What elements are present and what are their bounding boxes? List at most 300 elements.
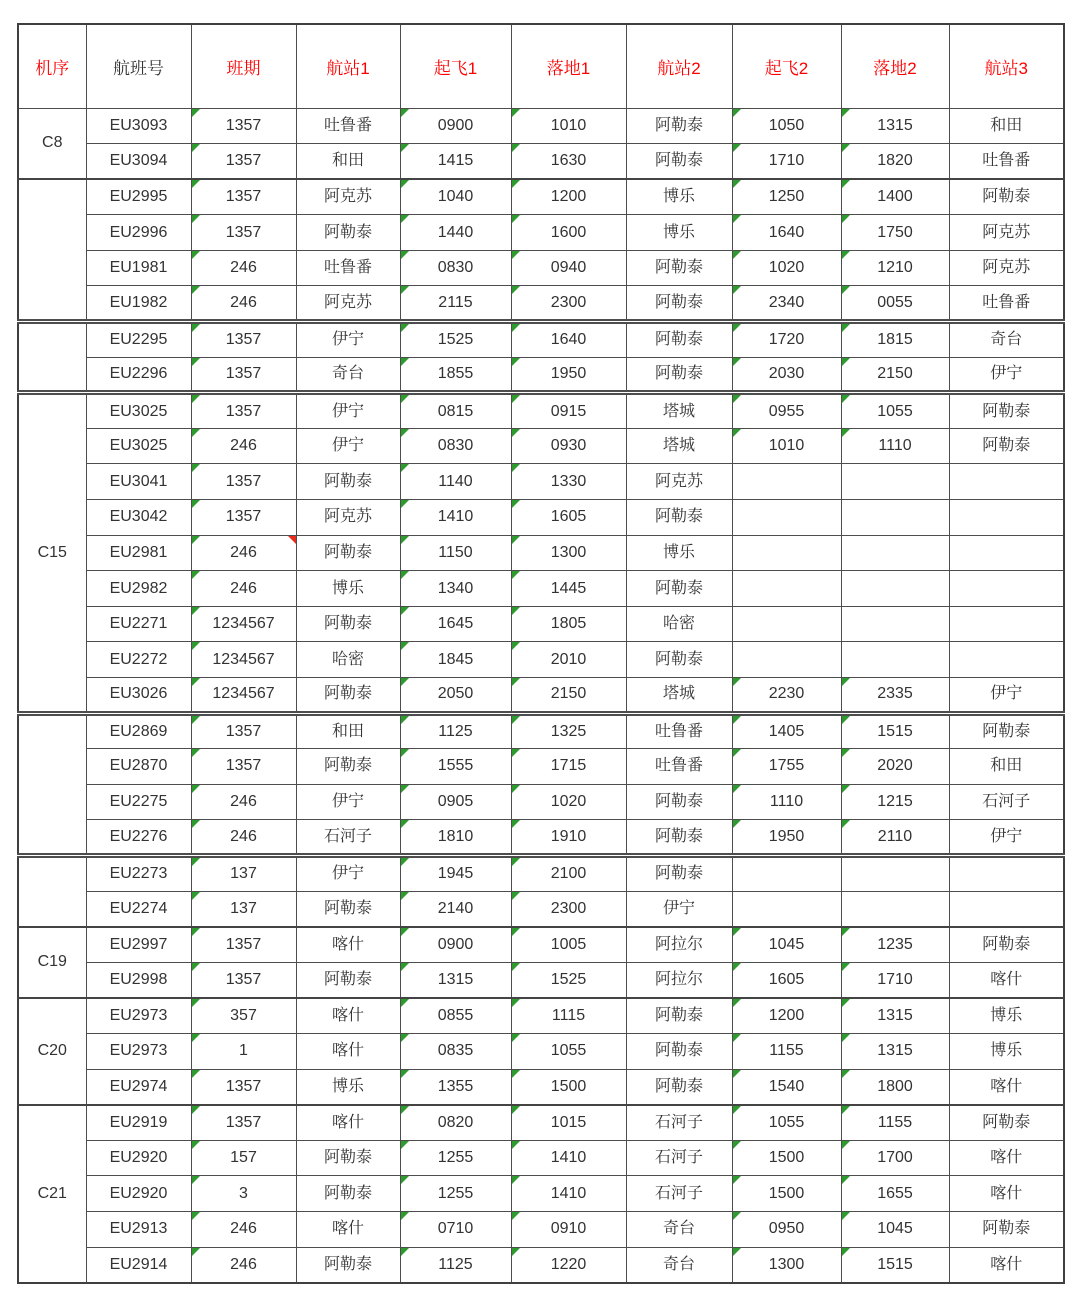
cell-station2[interactable] bbox=[626, 393, 732, 429]
cell-station2[interactable] bbox=[626, 820, 732, 856]
cell-days[interactable] bbox=[191, 322, 296, 358]
cell-dep2[interactable] bbox=[732, 927, 841, 963]
cell-station3[interactable] bbox=[949, 784, 1064, 820]
cell-arr1[interactable] bbox=[511, 998, 626, 1034]
cell-dep1[interactable] bbox=[400, 428, 511, 464]
cell-arr1[interactable] bbox=[511, 1247, 626, 1283]
cell-dep2[interactable] bbox=[732, 891, 841, 927]
cell-dep2[interactable] bbox=[732, 678, 841, 714]
cell-days[interactable] bbox=[191, 855, 296, 891]
cell-flight[interactable] bbox=[86, 784, 191, 820]
cell-flight[interactable] bbox=[86, 250, 191, 286]
cell-station1[interactable] bbox=[296, 215, 400, 251]
cell-flight[interactable] bbox=[86, 357, 191, 393]
cell-dep1[interactable] bbox=[400, 322, 511, 358]
cell-arr2[interactable] bbox=[841, 393, 949, 429]
cell-station3[interactable] bbox=[949, 286, 1064, 322]
cell-flight[interactable] bbox=[86, 1033, 191, 1069]
cell-dep1[interactable] bbox=[400, 606, 511, 642]
cell-dep1[interactable] bbox=[400, 749, 511, 785]
cell-station2[interactable] bbox=[626, 286, 732, 322]
cell-flight[interactable] bbox=[86, 428, 191, 464]
cell-flight[interactable] bbox=[86, 927, 191, 963]
cell-arr1[interactable] bbox=[511, 322, 626, 358]
cell-flight[interactable] bbox=[86, 606, 191, 642]
cell-flight[interactable] bbox=[86, 108, 191, 144]
cell-arr2[interactable] bbox=[841, 179, 949, 215]
cell-dep2[interactable] bbox=[732, 357, 841, 393]
cell-flight[interactable] bbox=[86, 179, 191, 215]
cell-days[interactable] bbox=[191, 571, 296, 607]
cell-arr2[interactable] bbox=[841, 1176, 949, 1212]
aircraft-sequence-cell[interactable] bbox=[18, 927, 86, 998]
cell-flight[interactable] bbox=[86, 393, 191, 429]
cell-arr1[interactable] bbox=[511, 393, 626, 429]
cell-dep2[interactable] bbox=[732, 215, 841, 251]
cell-arr2[interactable] bbox=[841, 998, 949, 1034]
cell-flight[interactable] bbox=[86, 1105, 191, 1141]
cell-dep1[interactable] bbox=[400, 927, 511, 963]
cell-station3[interactable] bbox=[949, 1105, 1064, 1141]
cell-arr2[interactable] bbox=[841, 713, 949, 749]
cell-arr2[interactable] bbox=[841, 1033, 949, 1069]
cell-dep1[interactable] bbox=[400, 962, 511, 998]
cell-station1[interactable] bbox=[296, 962, 400, 998]
cell-station3[interactable] bbox=[949, 998, 1064, 1034]
cell-station1[interactable] bbox=[296, 927, 400, 963]
cell-arr1[interactable] bbox=[511, 713, 626, 749]
cell-flight[interactable] bbox=[86, 891, 191, 927]
aircraft-sequence-cell[interactable] bbox=[18, 855, 86, 926]
cell-station1[interactable] bbox=[296, 749, 400, 785]
cell-dep1[interactable] bbox=[400, 998, 511, 1034]
cell-arr1[interactable] bbox=[511, 144, 626, 180]
cell-flight[interactable] bbox=[86, 820, 191, 856]
cell-dep1[interactable] bbox=[400, 535, 511, 571]
cell-flight[interactable] bbox=[86, 678, 191, 714]
aircraft-sequence-cell[interactable] bbox=[18, 108, 86, 179]
cell-station2[interactable] bbox=[626, 1069, 732, 1105]
cell-station2[interactable] bbox=[626, 322, 732, 358]
cell-station1[interactable] bbox=[296, 322, 400, 358]
cell-flight[interactable] bbox=[86, 713, 191, 749]
cell-arr2[interactable] bbox=[841, 322, 949, 358]
cell-station2[interactable] bbox=[626, 642, 732, 678]
cell-dep2[interactable] bbox=[732, 286, 841, 322]
cell-arr2[interactable] bbox=[841, 144, 949, 180]
header-flight[interactable]: 航班号 bbox=[86, 24, 191, 108]
cell-station2[interactable] bbox=[626, 1140, 732, 1176]
cell-days[interactable] bbox=[191, 500, 296, 536]
header-dep1[interactable]: 起飞1 bbox=[400, 24, 511, 108]
cell-station3[interactable] bbox=[949, 1140, 1064, 1176]
cell-station1[interactable] bbox=[296, 784, 400, 820]
cell-station3[interactable] bbox=[949, 891, 1064, 927]
cell-days[interactable] bbox=[191, 144, 296, 180]
cell-station2[interactable] bbox=[626, 749, 732, 785]
cell-dep1[interactable] bbox=[400, 393, 511, 429]
cell-station2[interactable] bbox=[626, 784, 732, 820]
cell-days[interactable] bbox=[191, 1069, 296, 1105]
cell-arr2[interactable] bbox=[841, 678, 949, 714]
cell-arr2[interactable] bbox=[841, 927, 949, 963]
cell-days[interactable] bbox=[191, 1176, 296, 1212]
cell-station1[interactable] bbox=[296, 891, 400, 927]
cell-arr1[interactable] bbox=[511, 606, 626, 642]
cell-arr1[interactable] bbox=[511, 571, 626, 607]
header-aircraft[interactable]: 机序 bbox=[18, 24, 86, 108]
cell-dep1[interactable] bbox=[400, 1211, 511, 1247]
cell-dep2[interactable] bbox=[732, 820, 841, 856]
cell-flight[interactable] bbox=[86, 1176, 191, 1212]
cell-station2[interactable] bbox=[626, 1211, 732, 1247]
cell-arr1[interactable] bbox=[511, 108, 626, 144]
cell-station2[interactable] bbox=[626, 1176, 732, 1212]
cell-dep2[interactable] bbox=[732, 571, 841, 607]
aircraft-sequence-cell[interactable] bbox=[18, 998, 86, 1105]
cell-station2[interactable] bbox=[626, 1247, 732, 1283]
cell-station1[interactable] bbox=[296, 464, 400, 500]
cell-days[interactable] bbox=[191, 286, 296, 322]
cell-dep1[interactable] bbox=[400, 250, 511, 286]
cell-dep2[interactable] bbox=[732, 1033, 841, 1069]
cell-station2[interactable] bbox=[626, 108, 732, 144]
cell-arr2[interactable] bbox=[841, 286, 949, 322]
cell-flight[interactable] bbox=[86, 571, 191, 607]
cell-arr1[interactable] bbox=[511, 179, 626, 215]
aircraft-sequence-cell[interactable] bbox=[18, 713, 86, 855]
cell-dep1[interactable] bbox=[400, 500, 511, 536]
cell-dep1[interactable] bbox=[400, 215, 511, 251]
cell-days[interactable] bbox=[191, 215, 296, 251]
cell-station1[interactable] bbox=[296, 144, 400, 180]
cell-station3[interactable] bbox=[949, 642, 1064, 678]
cell-station3[interactable] bbox=[949, 820, 1064, 856]
cell-dep2[interactable] bbox=[732, 713, 841, 749]
cell-station3[interactable] bbox=[949, 393, 1064, 429]
cell-station3[interactable] bbox=[949, 571, 1064, 607]
cell-dep2[interactable] bbox=[732, 393, 841, 429]
cell-dep2[interactable] bbox=[732, 998, 841, 1034]
cell-dep2[interactable] bbox=[732, 428, 841, 464]
cell-dep2[interactable] bbox=[732, 1140, 841, 1176]
aircraft-sequence-cell[interactable] bbox=[18, 1105, 86, 1283]
cell-flight[interactable] bbox=[86, 998, 191, 1034]
cell-dep1[interactable] bbox=[400, 784, 511, 820]
cell-arr1[interactable] bbox=[511, 784, 626, 820]
cell-arr2[interactable] bbox=[841, 606, 949, 642]
cell-dep1[interactable] bbox=[400, 855, 511, 891]
cell-flight[interactable] bbox=[86, 535, 191, 571]
cell-arr2[interactable] bbox=[841, 962, 949, 998]
cell-station1[interactable] bbox=[296, 606, 400, 642]
cell-station3[interactable] bbox=[949, 500, 1064, 536]
cell-station2[interactable] bbox=[626, 428, 732, 464]
cell-days[interactable] bbox=[191, 820, 296, 856]
cell-arr1[interactable] bbox=[511, 1176, 626, 1212]
cell-station2[interactable] bbox=[626, 144, 732, 180]
cell-dep1[interactable] bbox=[400, 357, 511, 393]
cell-station1[interactable] bbox=[296, 571, 400, 607]
cell-flight[interactable] bbox=[86, 1211, 191, 1247]
cell-station2[interactable] bbox=[626, 606, 732, 642]
cell-flight[interactable] bbox=[86, 1069, 191, 1105]
cell-arr2[interactable] bbox=[841, 1211, 949, 1247]
cell-days[interactable] bbox=[191, 606, 296, 642]
cell-station1[interactable] bbox=[296, 855, 400, 891]
cell-arr1[interactable] bbox=[511, 855, 626, 891]
cell-arr1[interactable] bbox=[511, 464, 626, 500]
cell-dep1[interactable] bbox=[400, 1247, 511, 1283]
cell-station3[interactable] bbox=[949, 855, 1064, 891]
cell-dep1[interactable] bbox=[400, 820, 511, 856]
cell-arr1[interactable] bbox=[511, 1211, 626, 1247]
cell-arr1[interactable] bbox=[511, 1069, 626, 1105]
header-station2[interactable]: 航站2 bbox=[626, 24, 732, 108]
cell-days[interactable] bbox=[191, 179, 296, 215]
cell-station1[interactable] bbox=[296, 500, 400, 536]
cell-station3[interactable] bbox=[949, 464, 1064, 500]
cell-dep2[interactable] bbox=[732, 962, 841, 998]
cell-arr1[interactable] bbox=[511, 678, 626, 714]
cell-arr2[interactable] bbox=[841, 215, 949, 251]
cell-days[interactable] bbox=[191, 927, 296, 963]
cell-dep1[interactable] bbox=[400, 891, 511, 927]
cell-dep2[interactable] bbox=[732, 749, 841, 785]
cell-station3[interactable] bbox=[949, 927, 1064, 963]
cell-dep1[interactable] bbox=[400, 464, 511, 500]
cell-days[interactable] bbox=[191, 998, 296, 1034]
cell-flight[interactable] bbox=[86, 144, 191, 180]
cell-arr2[interactable] bbox=[841, 357, 949, 393]
cell-days[interactable] bbox=[191, 1247, 296, 1283]
cell-station2[interactable] bbox=[626, 891, 732, 927]
header-arr1[interactable]: 落地1 bbox=[511, 24, 626, 108]
cell-station2[interactable] bbox=[626, 1033, 732, 1069]
cell-arr1[interactable] bbox=[511, 749, 626, 785]
cell-station2[interactable] bbox=[626, 250, 732, 286]
cell-dep1[interactable] bbox=[400, 179, 511, 215]
cell-station1[interactable] bbox=[296, 1247, 400, 1283]
cell-days[interactable] bbox=[191, 642, 296, 678]
cell-dep2[interactable] bbox=[732, 179, 841, 215]
header-station3[interactable]: 航站3 bbox=[949, 24, 1064, 108]
cell-station2[interactable] bbox=[626, 215, 732, 251]
cell-dep1[interactable] bbox=[400, 1033, 511, 1069]
cell-days[interactable] bbox=[191, 1105, 296, 1141]
cell-arr2[interactable] bbox=[841, 464, 949, 500]
cell-dep1[interactable] bbox=[400, 1069, 511, 1105]
cell-station3[interactable] bbox=[949, 606, 1064, 642]
cell-dep2[interactable] bbox=[732, 108, 841, 144]
cell-station3[interactable] bbox=[949, 250, 1064, 286]
cell-days[interactable] bbox=[191, 357, 296, 393]
cell-days[interactable] bbox=[191, 1211, 296, 1247]
cell-flight[interactable] bbox=[86, 464, 191, 500]
cell-station1[interactable] bbox=[296, 1069, 400, 1105]
cell-arr2[interactable] bbox=[841, 855, 949, 891]
cell-station3[interactable] bbox=[949, 428, 1064, 464]
cell-station3[interactable] bbox=[949, 108, 1064, 144]
aircraft-sequence-cell[interactable] bbox=[18, 179, 86, 321]
header-dep2[interactable]: 起飞2 bbox=[732, 24, 841, 108]
cell-station2[interactable] bbox=[626, 571, 732, 607]
cell-station3[interactable] bbox=[949, 1176, 1064, 1212]
cell-dep2[interactable] bbox=[732, 1069, 841, 1105]
cell-days[interactable] bbox=[191, 250, 296, 286]
cell-arr2[interactable] bbox=[841, 108, 949, 144]
cell-days[interactable] bbox=[191, 108, 296, 144]
cell-arr2[interactable] bbox=[841, 500, 949, 536]
cell-flight[interactable] bbox=[86, 322, 191, 358]
cell-flight[interactable] bbox=[86, 642, 191, 678]
cell-station2[interactable] bbox=[626, 927, 732, 963]
cell-station3[interactable] bbox=[949, 713, 1064, 749]
cell-station2[interactable] bbox=[626, 357, 732, 393]
cell-flight[interactable] bbox=[86, 286, 191, 322]
cell-arr2[interactable] bbox=[841, 784, 949, 820]
cell-arr1[interactable] bbox=[511, 535, 626, 571]
cell-station3[interactable] bbox=[949, 1247, 1064, 1283]
cell-flight[interactable] bbox=[86, 215, 191, 251]
cell-station2[interactable] bbox=[626, 535, 732, 571]
cell-station1[interactable] bbox=[296, 108, 400, 144]
cell-dep2[interactable] bbox=[732, 322, 841, 358]
cell-station1[interactable] bbox=[296, 393, 400, 429]
cell-days[interactable] bbox=[191, 535, 296, 571]
cell-arr1[interactable] bbox=[511, 820, 626, 856]
cell-dep1[interactable] bbox=[400, 713, 511, 749]
cell-flight[interactable] bbox=[86, 500, 191, 536]
cell-flight[interactable] bbox=[86, 962, 191, 998]
cell-arr2[interactable] bbox=[841, 820, 949, 856]
cell-dep1[interactable] bbox=[400, 678, 511, 714]
cell-dep2[interactable] bbox=[732, 250, 841, 286]
cell-station1[interactable] bbox=[296, 713, 400, 749]
cell-arr1[interactable] bbox=[511, 1033, 626, 1069]
cell-days[interactable] bbox=[191, 891, 296, 927]
cell-dep1[interactable] bbox=[400, 144, 511, 180]
cell-arr2[interactable] bbox=[841, 1105, 949, 1141]
cell-days[interactable] bbox=[191, 1033, 296, 1069]
cell-dep2[interactable] bbox=[732, 1105, 841, 1141]
cell-station2[interactable] bbox=[626, 998, 732, 1034]
cell-station2[interactable] bbox=[626, 962, 732, 998]
cell-station3[interactable] bbox=[949, 322, 1064, 358]
cell-station1[interactable] bbox=[296, 1105, 400, 1141]
cell-station2[interactable] bbox=[626, 1105, 732, 1141]
cell-dep2[interactable] bbox=[732, 642, 841, 678]
cell-station1[interactable] bbox=[296, 357, 400, 393]
cell-dep1[interactable] bbox=[400, 1140, 511, 1176]
cell-dep1[interactable] bbox=[400, 286, 511, 322]
cell-station3[interactable] bbox=[949, 535, 1064, 571]
cell-station3[interactable] bbox=[949, 962, 1064, 998]
cell-days[interactable] bbox=[191, 393, 296, 429]
cell-dep2[interactable] bbox=[732, 1211, 841, 1247]
cell-arr2[interactable] bbox=[841, 535, 949, 571]
cell-flight[interactable] bbox=[86, 855, 191, 891]
cell-station2[interactable] bbox=[626, 678, 732, 714]
cell-arr2[interactable] bbox=[841, 1247, 949, 1283]
cell-station2[interactable] bbox=[626, 500, 732, 536]
cell-station1[interactable] bbox=[296, 535, 400, 571]
cell-dep1[interactable] bbox=[400, 1176, 511, 1212]
cell-days[interactable] bbox=[191, 713, 296, 749]
cell-dep2[interactable] bbox=[732, 784, 841, 820]
cell-station2[interactable] bbox=[626, 179, 732, 215]
cell-arr2[interactable] bbox=[841, 891, 949, 927]
cell-station2[interactable] bbox=[626, 713, 732, 749]
cell-arr2[interactable] bbox=[841, 1069, 949, 1105]
cell-station3[interactable] bbox=[949, 1033, 1064, 1069]
cell-days[interactable] bbox=[191, 784, 296, 820]
cell-station3[interactable] bbox=[949, 357, 1064, 393]
cell-station1[interactable] bbox=[296, 678, 400, 714]
cell-dep2[interactable] bbox=[732, 144, 841, 180]
cell-days[interactable] bbox=[191, 428, 296, 464]
cell-dep2[interactable] bbox=[732, 535, 841, 571]
cell-station1[interactable] bbox=[296, 820, 400, 856]
cell-arr1[interactable] bbox=[511, 642, 626, 678]
cell-station3[interactable] bbox=[949, 678, 1064, 714]
cell-dep2[interactable] bbox=[732, 855, 841, 891]
aircraft-sequence-cell[interactable] bbox=[18, 393, 86, 713]
cell-station1[interactable] bbox=[296, 1211, 400, 1247]
cell-days[interactable] bbox=[191, 749, 296, 785]
header-days[interactable]: 班期 bbox=[191, 24, 296, 108]
cell-arr1[interactable] bbox=[511, 1105, 626, 1141]
cell-arr2[interactable] bbox=[841, 749, 949, 785]
cell-arr1[interactable] bbox=[511, 500, 626, 536]
cell-station1[interactable] bbox=[296, 1033, 400, 1069]
cell-arr1[interactable] bbox=[511, 215, 626, 251]
cell-dep1[interactable] bbox=[400, 642, 511, 678]
cell-arr1[interactable] bbox=[511, 1140, 626, 1176]
cell-station1[interactable] bbox=[296, 250, 400, 286]
cell-dep2[interactable] bbox=[732, 500, 841, 536]
cell-arr1[interactable] bbox=[511, 962, 626, 998]
cell-station3[interactable] bbox=[949, 749, 1064, 785]
cell-dep1[interactable] bbox=[400, 571, 511, 607]
cell-days[interactable] bbox=[191, 1140, 296, 1176]
cell-station3[interactable] bbox=[949, 215, 1064, 251]
cell-dep2[interactable] bbox=[732, 1247, 841, 1283]
cell-station1[interactable] bbox=[296, 1176, 400, 1212]
cell-days[interactable] bbox=[191, 962, 296, 998]
cell-days[interactable] bbox=[191, 464, 296, 500]
cell-station1[interactable] bbox=[296, 1140, 400, 1176]
cell-dep2[interactable] bbox=[732, 1176, 841, 1212]
cell-flight[interactable] bbox=[86, 1247, 191, 1283]
cell-arr2[interactable] bbox=[841, 250, 949, 286]
cell-flight[interactable] bbox=[86, 1140, 191, 1176]
cell-station3[interactable] bbox=[949, 1069, 1064, 1105]
cell-station3[interactable] bbox=[949, 1211, 1064, 1247]
cell-arr1[interactable] bbox=[511, 428, 626, 464]
header-station1[interactable]: 航站1 bbox=[296, 24, 400, 108]
cell-station1[interactable] bbox=[296, 998, 400, 1034]
cell-arr1[interactable] bbox=[511, 891, 626, 927]
cell-arr1[interactable] bbox=[511, 250, 626, 286]
cell-station1[interactable] bbox=[296, 179, 400, 215]
cell-arr2[interactable] bbox=[841, 642, 949, 678]
cell-days[interactable] bbox=[191, 678, 296, 714]
cell-arr1[interactable] bbox=[511, 357, 626, 393]
cell-station1[interactable] bbox=[296, 286, 400, 322]
cell-dep1[interactable] bbox=[400, 1105, 511, 1141]
cell-station1[interactable] bbox=[296, 642, 400, 678]
